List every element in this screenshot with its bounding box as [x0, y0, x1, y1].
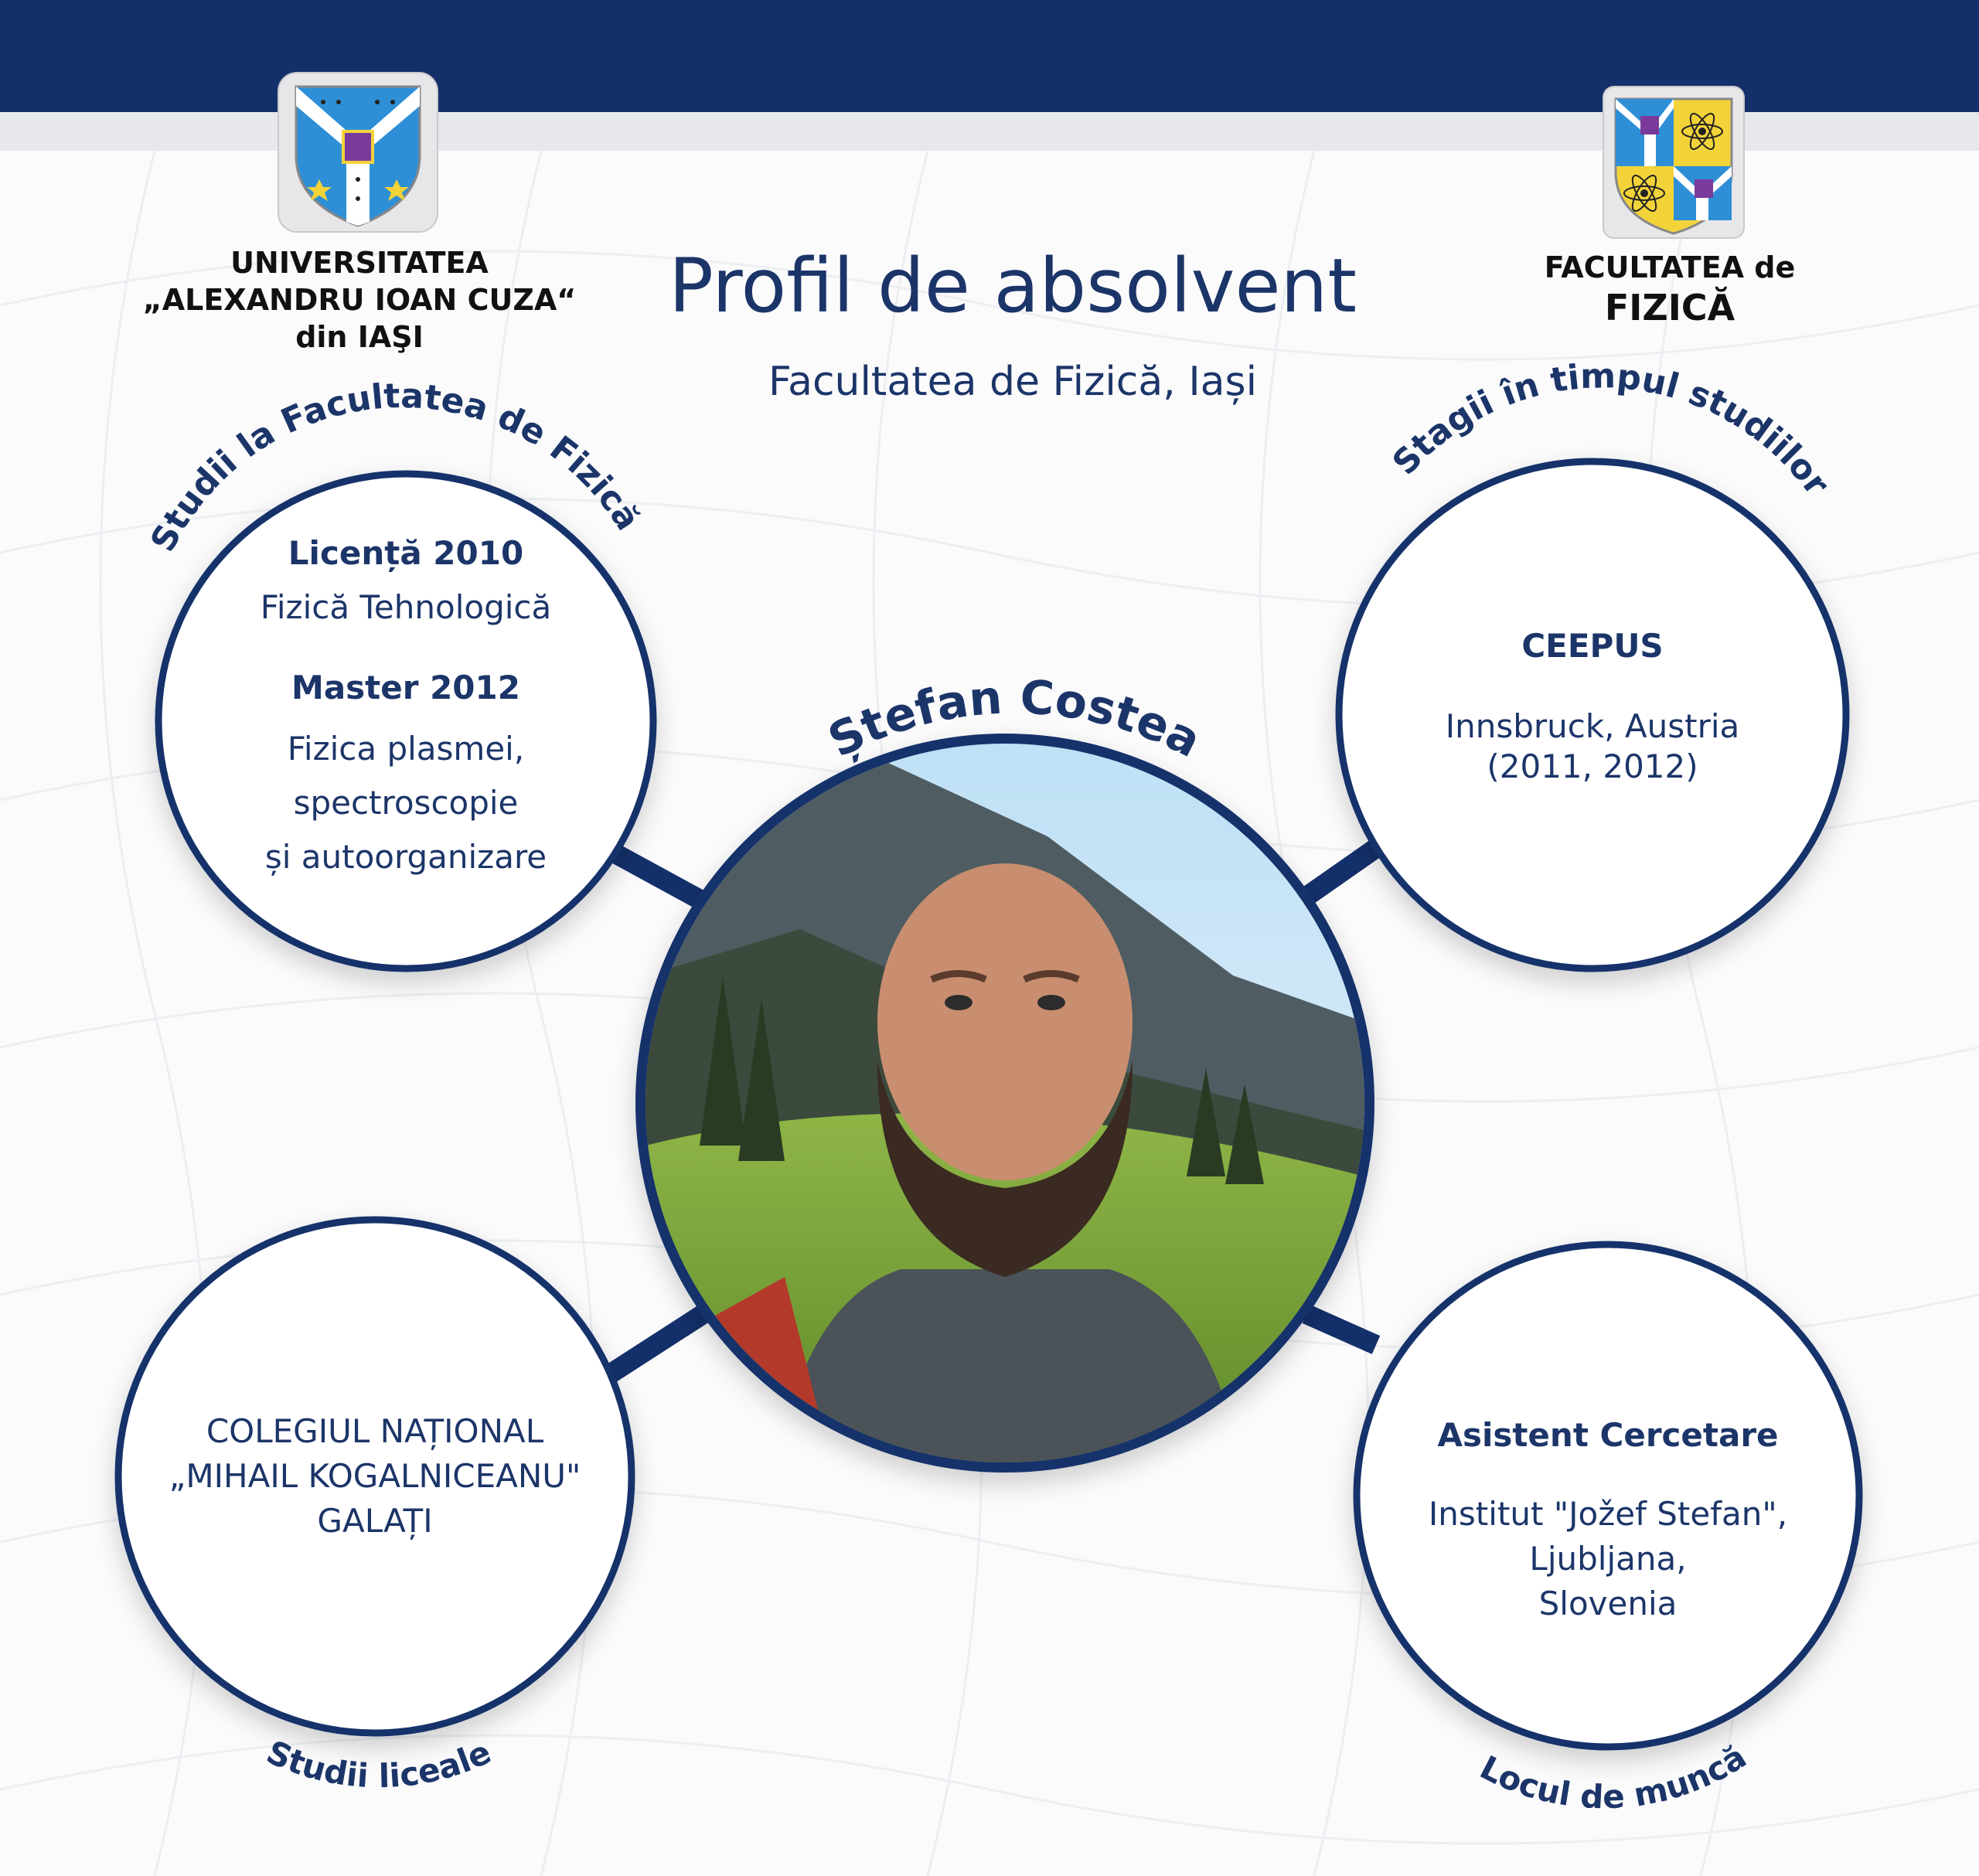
master-line: și autoorganizare	[264, 838, 547, 876]
work-line: Ljubljana,	[1529, 1540, 1687, 1578]
connector-bottom-right	[1306, 1314, 1376, 1345]
page-subtitle: Facultatea de Fizică, Iași	[768, 359, 1258, 405]
master-line: spectroscopie	[293, 784, 519, 822]
internships-content	[1384, 626, 1801, 787]
page-title: Profil de absolvent	[668, 243, 1357, 329]
portrait-photo	[645, 744, 1364, 1462]
licenta-field: Fizică Tehnologică	[260, 588, 552, 626]
university-name-line: „ALEXANDRU IOAN CUZA“	[142, 283, 577, 317]
work-line: Institut "Jožef Stefan",	[1428, 1495, 1788, 1533]
work-arc-label: Locul de muncă	[1473, 1737, 1753, 1816]
internship-location: Innsbruck, Austria	[1445, 707, 1740, 745]
work-role: Asistent Cercetare	[1437, 1416, 1779, 1454]
university-name-line: din IAŞI	[295, 320, 424, 354]
person-name: Ștefan Costea	[819, 670, 1210, 769]
spacer	[189, 628, 622, 668]
spacer	[1376, 1458, 1840, 1492]
university-name-line: UNIVERSITATEA	[230, 246, 489, 280]
highschool-content	[116, 1409, 634, 1544]
portrait-image	[645, 744, 1364, 1462]
licenta-title: Licență 2010	[288, 534, 524, 572]
highschool-line: „MIHAIL KOGALNICEANU"	[169, 1457, 581, 1495]
master-title: Master 2012	[291, 669, 520, 706]
master-line: Fizica plasmei,	[287, 730, 525, 768]
highschool-line: GALAȚI	[317, 1502, 433, 1540]
connector-bottom-left	[595, 1306, 715, 1384]
highschool-arc-label: Studii liceale	[261, 1732, 497, 1796]
faculty-name-line2: FIZICĂ	[1604, 287, 1735, 329]
spacer	[1384, 666, 1801, 706]
faculty-name-line1: FACULTATEA de	[1544, 250, 1796, 284]
work-content	[1376, 1413, 1840, 1626]
internship-years: (2011, 2012)	[1487, 747, 1698, 785]
studies-arc-label: Studii la Facultatea de Fizică	[143, 376, 648, 559]
internships-arc-label: Stagii în timpul studiilor	[1385, 356, 1837, 503]
connector-top-right	[1306, 843, 1384, 897]
highschool-line: COLEGIUL NAȚIONAL	[206, 1412, 544, 1450]
studies-content	[189, 533, 622, 884]
internship-program: CEEPUS	[1521, 627, 1664, 665]
work-line: Slovenia	[1538, 1585, 1678, 1622]
